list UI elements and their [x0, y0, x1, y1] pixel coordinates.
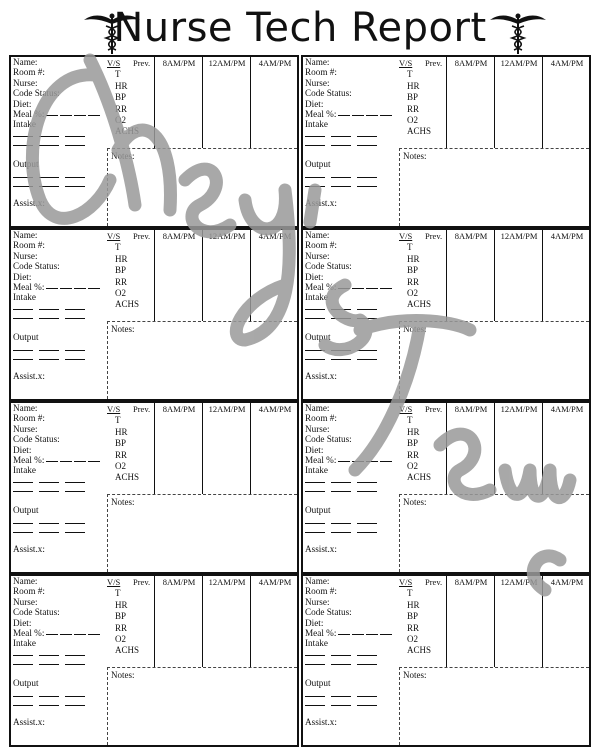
notes-label: Notes: — [111, 670, 135, 680]
vs-header: V/S — [107, 231, 121, 241]
nurse-label[interactable]: Nurse: — [305, 596, 330, 607]
vital-row-t: T — [407, 415, 413, 426]
time-header-4: 4AM/PM — [550, 577, 584, 587]
intake-label[interactable]: Intake — [305, 638, 328, 649]
diet-label[interactable]: Diet: — [13, 444, 32, 455]
vital-row-rr: RR — [115, 103, 128, 114]
time-header-8: 8AM/PM — [454, 404, 488, 414]
code-status-label[interactable]: Code Status: — [305, 261, 352, 272]
column-divider — [446, 576, 447, 667]
time-header-4: 4AM/PM — [258, 231, 292, 241]
assist-label[interactable]: Assist.x: — [305, 544, 337, 554]
time-header-4: 4AM/PM — [258, 404, 292, 414]
code-status-label[interactable]: Code Status: — [13, 434, 60, 445]
vital-row-achs: ACHS — [115, 645, 140, 656]
patient-card — [301, 55, 591, 228]
intake-lines[interactable] — [305, 302, 383, 320]
notes-label: Notes: — [111, 497, 135, 507]
nurse-label[interactable]: Nurse: — [305, 423, 330, 434]
time-header-8: 8AM/PM — [162, 404, 196, 414]
column-divider — [154, 230, 155, 321]
room-label[interactable]: Room #: — [13, 586, 45, 597]
output-label[interactable]: Output — [13, 332, 39, 342]
vital-row-achs: ACHS — [407, 126, 432, 137]
diet-label[interactable]: Diet: — [305, 617, 324, 628]
vital-row-o2: O2 — [115, 461, 126, 472]
assist-label[interactable]: Assist.x: — [305, 198, 337, 208]
patient-card — [9, 401, 299, 574]
vital-row-hr: HR — [115, 253, 128, 264]
vital-row-o2: O2 — [407, 115, 418, 126]
column-divider — [446, 230, 447, 321]
patient-card — [9, 228, 299, 401]
diet-label[interactable]: Diet: — [305, 98, 324, 109]
room-label[interactable]: Room #: — [305, 240, 337, 251]
notes-label: Notes: — [403, 324, 427, 334]
vital-row-bp: BP — [115, 265, 127, 276]
prev-header: Prev. — [425, 231, 443, 241]
time-header-12: 12AM/PM — [208, 404, 246, 414]
vs-header: V/S — [107, 577, 121, 587]
vitals-column — [107, 231, 155, 311]
notes-label: Notes: — [403, 151, 427, 161]
meal-label: Meal %: — [13, 282, 45, 293]
notes-label: Notes: — [403, 670, 427, 680]
time-header-4: 4AM/PM — [550, 58, 584, 68]
notes-label: Notes: — [111, 151, 135, 161]
intake-lines[interactable] — [305, 648, 383, 666]
nurse-label[interactable]: Nurse: — [13, 77, 38, 88]
vital-row-rr: RR — [115, 449, 128, 460]
vitals-column — [399, 577, 447, 657]
vital-row-hr: HR — [407, 599, 420, 610]
column-divider — [494, 576, 495, 667]
meal-row[interactable] — [305, 455, 400, 465]
vs-header: V/S — [399, 58, 413, 68]
vital-row-achs: ACHS — [407, 472, 432, 483]
meal-row[interactable] — [13, 282, 108, 292]
column-divider — [494, 403, 495, 494]
page-title: Nurse Tech Report — [113, 5, 487, 51]
name-label[interactable]: Name: — [305, 57, 330, 67]
time-header-8: 8AM/PM — [454, 577, 488, 587]
assist-label[interactable]: Assist.x: — [13, 371, 45, 381]
vital-row-o2: O2 — [407, 288, 418, 299]
meal-row[interactable] — [13, 628, 108, 638]
time-header-12: 12AM/PM — [208, 577, 246, 587]
assist-label[interactable]: Assist.x: — [13, 717, 45, 727]
patient-info — [305, 57, 400, 130]
vital-row-o2: O2 — [115, 115, 126, 126]
intake-label[interactable]: Intake — [13, 638, 36, 649]
vital-row-hr: HR — [407, 426, 420, 437]
patient-info — [13, 57, 108, 130]
nurse-label[interactable]: Nurse: — [305, 250, 330, 261]
nurse-label[interactable]: Nurse: — [13, 423, 38, 434]
time-header-12: 12AM/PM — [208, 231, 246, 241]
vitals-column — [399, 231, 447, 311]
name-label[interactable]: Name: — [305, 230, 330, 240]
vital-row-rr: RR — [407, 622, 420, 633]
diet-label[interactable]: Diet: — [13, 271, 32, 282]
column-divider — [250, 403, 251, 494]
prev-header: Prev. — [133, 231, 151, 241]
column-divider — [494, 57, 495, 148]
output-lines[interactable] — [305, 516, 383, 534]
time-header-12: 12AM/PM — [500, 231, 538, 241]
column-divider — [250, 57, 251, 148]
meal-row[interactable] — [13, 455, 108, 465]
meal-label: Meal %: — [13, 455, 45, 466]
code-status-label[interactable]: Code Status: — [305, 607, 352, 618]
output-lines[interactable] — [13, 343, 91, 361]
vital-row-t: T — [115, 69, 121, 80]
vs-header: V/S — [399, 231, 413, 241]
vital-row-achs: ACHS — [115, 126, 140, 137]
vitals-column — [107, 404, 155, 484]
assist-label[interactable]: Assist.x: — [13, 544, 45, 554]
vital-row-hr: HR — [115, 80, 128, 91]
vital-row-t: T — [407, 242, 413, 253]
diet-label[interactable]: Diet: — [13, 98, 32, 109]
intake-lines[interactable] — [305, 475, 383, 493]
time-header-8: 8AM/PM — [162, 231, 196, 241]
output-lines[interactable] — [305, 170, 383, 188]
vital-row-t: T — [407, 69, 413, 80]
output-lines[interactable] — [305, 343, 383, 361]
nurse-label[interactable]: Nurse: — [305, 77, 330, 88]
name-label[interactable]: Name: — [13, 230, 38, 240]
vital-row-t: T — [115, 588, 121, 599]
output-label[interactable]: Output — [305, 505, 331, 515]
meal-row[interactable] — [13, 109, 108, 119]
column-divider — [542, 230, 543, 321]
vital-row-achs: ACHS — [407, 645, 432, 656]
patient-info — [13, 230, 108, 303]
meal-label: Meal %: — [13, 628, 45, 639]
vital-row-o2: O2 — [115, 634, 126, 645]
time-header-12: 12AM/PM — [500, 404, 538, 414]
output-lines[interactable] — [13, 516, 91, 534]
code-status-label[interactable]: Code Status: — [13, 607, 60, 618]
column-divider — [202, 57, 203, 148]
vital-row-rr: RR — [115, 276, 128, 287]
time-header-12: 12AM/PM — [500, 577, 538, 587]
name-label[interactable]: Name: — [13, 576, 38, 586]
output-label[interactable]: Output — [305, 332, 331, 342]
code-status-label[interactable]: Code Status: — [13, 261, 60, 272]
prev-header: Prev. — [133, 58, 151, 68]
meal-label: Meal %: — [305, 455, 337, 466]
column-divider — [494, 230, 495, 321]
vital-row-bp: BP — [115, 438, 127, 449]
patient-info — [305, 230, 400, 303]
output-lines[interactable] — [13, 689, 91, 707]
notes-label: Notes: — [111, 324, 135, 334]
notes-label: Notes: — [403, 497, 427, 507]
vital-row-bp: BP — [115, 92, 127, 103]
time-header-12: 12AM/PM — [500, 58, 538, 68]
assist-label[interactable]: Assist.x: — [305, 717, 337, 727]
output-label[interactable]: Output — [13, 159, 39, 169]
vital-row-hr: HR — [115, 599, 128, 610]
column-divider — [202, 230, 203, 321]
room-label[interactable]: Room #: — [13, 67, 45, 78]
name-label[interactable]: Name: — [305, 576, 330, 586]
room-label[interactable]: Room #: — [305, 67, 337, 78]
notes-box[interactable] — [107, 667, 297, 745]
vital-row-o2: O2 — [407, 461, 418, 472]
diet-label[interactable]: Diet: — [305, 444, 324, 455]
vital-row-hr: HR — [407, 80, 420, 91]
patient-info — [305, 403, 400, 476]
intake-lines[interactable] — [13, 302, 91, 320]
time-header-4: 4AM/PM — [258, 577, 292, 587]
time-header-12: 12AM/PM — [208, 58, 246, 68]
intake-label[interactable]: Intake — [13, 465, 36, 476]
vital-row-achs: ACHS — [407, 299, 432, 310]
column-divider — [154, 403, 155, 494]
time-header-8: 8AM/PM — [162, 577, 196, 587]
column-divider — [250, 230, 251, 321]
time-header-4: 4AM/PM — [258, 58, 292, 68]
output-lines[interactable] — [305, 689, 383, 707]
vital-row-t: T — [115, 415, 121, 426]
name-label[interactable]: Name: — [13, 403, 38, 413]
vital-row-hr: HR — [407, 253, 420, 264]
intake-label[interactable]: Intake — [305, 465, 328, 476]
output-lines[interactable] — [13, 170, 91, 188]
notes-box[interactable] — [399, 494, 589, 572]
vital-row-bp: BP — [407, 265, 419, 276]
nurse-label[interactable]: Nurse: — [13, 250, 38, 261]
code-status-label[interactable]: Code Status: — [305, 88, 352, 99]
vitals-column — [399, 404, 447, 484]
intake-lines[interactable] — [305, 129, 383, 147]
vital-row-achs: ACHS — [115, 472, 140, 483]
patient-info — [13, 403, 108, 476]
vital-row-o2: O2 — [115, 288, 126, 299]
prev-header: Prev. — [133, 577, 151, 587]
notes-box[interactable] — [399, 321, 589, 399]
vs-header: V/S — [399, 577, 413, 587]
prev-header: Prev. — [425, 58, 443, 68]
patient-card — [9, 55, 299, 228]
code-status-label[interactable]: Code Status: — [305, 434, 352, 445]
column-divider — [154, 57, 155, 148]
prev-header: Prev. — [133, 404, 151, 414]
vital-row-t: T — [407, 588, 413, 599]
vital-row-rr: RR — [407, 449, 420, 460]
time-header-4: 4AM/PM — [550, 231, 584, 241]
column-divider — [446, 57, 447, 148]
meal-row[interactable] — [305, 282, 400, 292]
output-label[interactable]: Output — [13, 505, 39, 515]
intake-label[interactable]: Intake — [305, 292, 328, 303]
caduceus-icon — [490, 12, 546, 54]
intake-lines[interactable] — [13, 475, 91, 493]
intake-label[interactable]: Intake — [13, 292, 36, 303]
output-label[interactable]: Output — [13, 678, 39, 688]
column-divider — [202, 403, 203, 494]
room-label[interactable]: Room #: — [305, 413, 337, 424]
notes-box[interactable] — [107, 321, 297, 399]
patient-info — [13, 576, 108, 649]
patient-card — [301, 401, 591, 574]
patient-card — [301, 228, 591, 401]
meal-label: Meal %: — [305, 628, 337, 639]
prev-header: Prev. — [425, 404, 443, 414]
notes-box[interactable] — [399, 148, 589, 226]
vitals-column — [399, 58, 447, 138]
vs-header: V/S — [107, 58, 121, 68]
time-header-8: 8AM/PM — [454, 231, 488, 241]
intake-label[interactable]: Intake — [13, 119, 36, 130]
meal-label: Meal %: — [13, 109, 45, 120]
column-divider — [154, 576, 155, 667]
code-status-label[interactable]: Code Status: — [13, 88, 60, 99]
notes-box[interactable] — [107, 494, 297, 572]
output-label[interactable]: Output — [305, 678, 331, 688]
vital-row-rr: RR — [407, 276, 420, 287]
time-header-8: 8AM/PM — [162, 58, 196, 68]
prev-header: Prev. — [425, 577, 443, 587]
room-label[interactable]: Room #: — [305, 586, 337, 597]
column-divider — [542, 57, 543, 148]
intake-lines[interactable] — [13, 648, 91, 666]
column-divider — [202, 576, 203, 667]
meal-label: Meal %: — [305, 109, 337, 120]
notes-box[interactable] — [107, 148, 297, 226]
intake-label[interactable]: Intake — [305, 119, 328, 130]
diet-label[interactable]: Diet: — [305, 271, 324, 282]
column-divider — [446, 403, 447, 494]
vitals-column — [107, 577, 155, 657]
vitals-column — [107, 58, 155, 138]
vital-row-achs: ACHS — [115, 299, 140, 310]
page-header — [0, 0, 600, 54]
meal-row[interactable] — [305, 109, 400, 119]
vs-header: V/S — [107, 404, 121, 414]
name-label[interactable]: Name: — [305, 403, 330, 413]
column-divider — [542, 403, 543, 494]
assist-label[interactable]: Assist.x: — [13, 198, 45, 208]
meal-label: Meal %: — [305, 282, 337, 293]
vital-row-rr: RR — [407, 103, 420, 114]
patient-info — [305, 576, 400, 649]
nurse-label[interactable]: Nurse: — [13, 596, 38, 607]
vital-row-o2: O2 — [407, 634, 418, 645]
notes-box[interactable] — [399, 667, 589, 745]
room-label[interactable]: Room #: — [13, 413, 45, 424]
vital-row-bp: BP — [115, 611, 127, 622]
vital-row-t: T — [115, 242, 121, 253]
assist-label[interactable]: Assist.x: — [305, 371, 337, 381]
time-header-8: 8AM/PM — [454, 58, 488, 68]
intake-lines[interactable] — [13, 129, 91, 147]
vital-row-bp: BP — [407, 611, 419, 622]
column-divider — [542, 576, 543, 667]
output-label[interactable]: Output — [305, 159, 331, 169]
column-divider — [250, 576, 251, 667]
vital-row-rr: RR — [115, 622, 128, 633]
meal-row[interactable] — [305, 628, 400, 638]
name-label[interactable]: Name: — [13, 57, 38, 67]
time-header-4: 4AM/PM — [550, 404, 584, 414]
diet-label[interactable]: Diet: — [13, 617, 32, 628]
vital-row-bp: BP — [407, 92, 419, 103]
room-label[interactable]: Room #: — [13, 240, 45, 251]
vital-row-hr: HR — [115, 426, 128, 437]
vs-header: V/S — [399, 404, 413, 414]
vital-row-bp: BP — [407, 438, 419, 449]
